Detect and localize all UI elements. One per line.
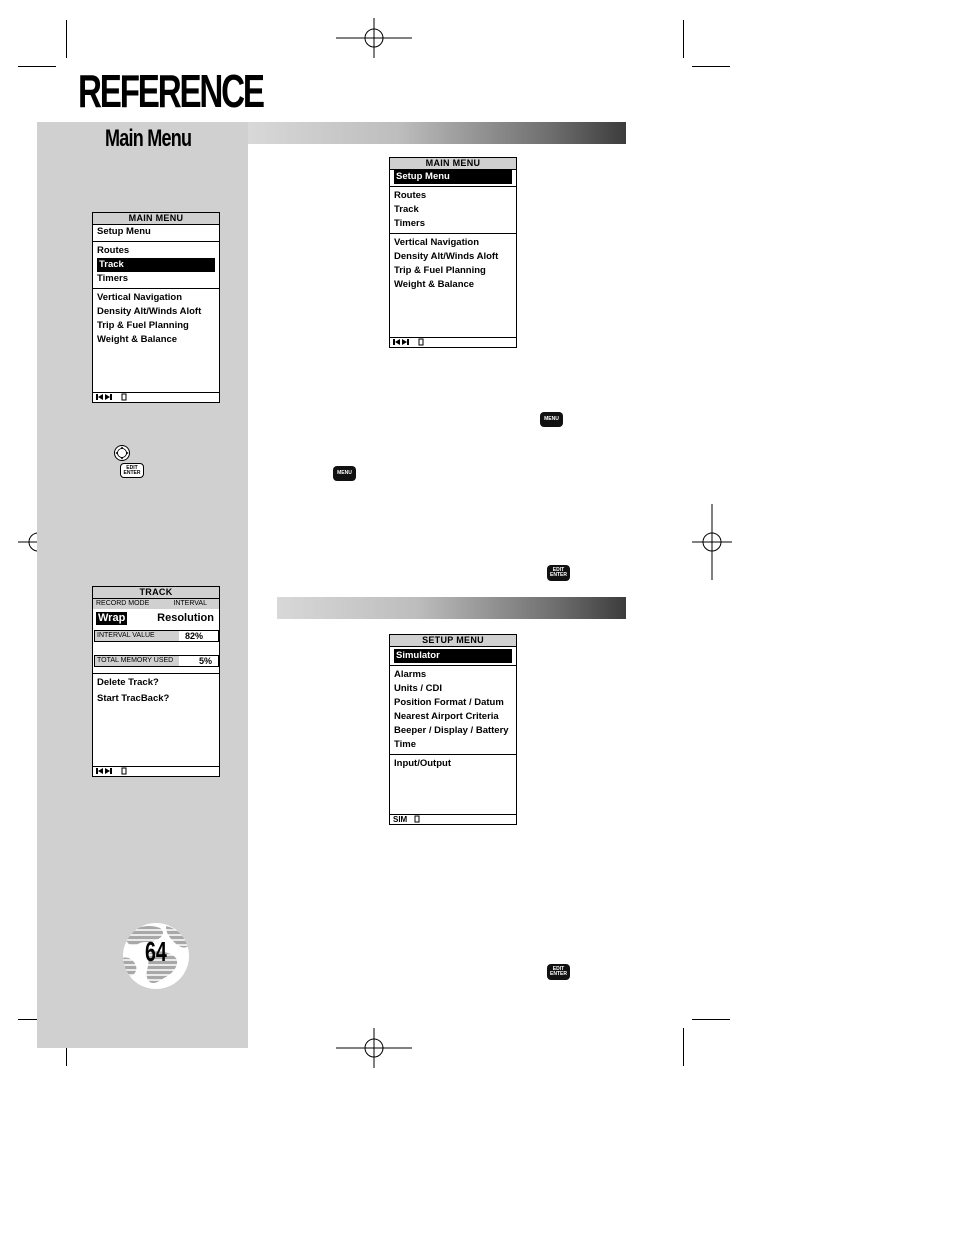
track-labels-row: [93, 599, 219, 609]
menu-item[interactable]: Timers: [394, 218, 425, 229]
menu-button-icon: MENU: [333, 466, 356, 481]
arrow-keypad-icon: [113, 444, 131, 462]
memory-used-label: TOTAL MEMORY USED: [95, 656, 179, 666]
section-title: REFERENCE: [78, 65, 263, 117]
status-icons: [96, 393, 136, 401]
menu-item[interactable]: Routes: [394, 190, 427, 201]
edit-enter-button-icon: [120, 463, 144, 478]
menu-item[interactable]: Setup Menu: [97, 226, 151, 237]
status-bar: [390, 337, 516, 347]
crop-mark: [66, 20, 67, 58]
divider: [390, 186, 516, 187]
interval-value-field: [94, 630, 219, 642]
status-bar: [390, 814, 516, 824]
section-bar: [277, 597, 626, 619]
crop-mark: [692, 66, 730, 67]
menu-button-icon: MENU: [540, 412, 563, 427]
start-tracback-action[interactable]: Start TracBack?: [97, 693, 170, 704]
button-label: EDIT: [552, 567, 565, 573]
button-label: ENTER: [550, 971, 567, 977]
delete-track-action[interactable]: Delete Track?: [97, 677, 159, 688]
screen-title: SETUP MENU: [390, 635, 516, 647]
button-label: ENTER: [123, 470, 141, 476]
registration-target: [336, 1028, 412, 1068]
divider: [93, 288, 219, 289]
status-icons: [393, 338, 433, 346]
divider: [93, 673, 219, 674]
screen-title: MAIN MENU: [93, 213, 219, 225]
memory-used-value: 5%: [199, 656, 213, 666]
record-mode-value[interactable]: Wrap: [98, 612, 126, 624]
interval-type-value[interactable]: Resolution: [157, 612, 214, 624]
sim-indicator: SIM: [393, 815, 408, 824]
menu-item[interactable]: Trip & Fuel Planning: [97, 320, 189, 331]
menu-item[interactable]: Density Alt/Winds Aloft: [97, 306, 202, 317]
memory-used-field: [94, 655, 219, 667]
status-bar: [93, 392, 219, 402]
menu-item[interactable]: Routes: [97, 245, 130, 256]
page-number: 64: [145, 936, 167, 967]
crop-mark: [692, 1019, 730, 1020]
button-label: ENTER: [550, 572, 567, 578]
interval-label: INTERVAL: [173, 600, 207, 607]
crop-mark: [683, 20, 684, 58]
menu-item[interactable]: Nearest Airport Criteria: [394, 711, 499, 722]
interval-value-label: INTERVAL VALUE: [95, 631, 179, 641]
menu-item[interactable]: Units / CDI: [394, 683, 443, 694]
divider: [390, 754, 516, 755]
button-label: EDIT: [126, 465, 138, 471]
registration-target: [336, 18, 412, 58]
status-icons: [96, 767, 136, 775]
crop-mark: [683, 1028, 684, 1066]
main-menu-screen: [389, 157, 517, 348]
menu-item-selected[interactable]: Simulator: [394, 649, 512, 663]
interval-value[interactable]: 82%: [185, 631, 204, 641]
edit-enter-button-icon: [547, 565, 570, 581]
track-values-row: [93, 609, 219, 627]
track-screen: [92, 586, 220, 777]
section-bar: [248, 122, 626, 144]
menu-item-selected[interactable]: Setup Menu: [394, 170, 512, 184]
menu-item[interactable]: Alarms: [394, 669, 427, 680]
divider: [390, 233, 516, 234]
menu-item[interactable]: Position Format / Datum: [394, 697, 504, 708]
battery-icon: [413, 815, 423, 823]
menu-item[interactable]: Beeper / Display / Battery: [394, 725, 509, 736]
menu-item[interactable]: Vertical Navigation: [97, 292, 183, 303]
screen-title: MAIN MENU: [390, 158, 516, 170]
page-subtitle: Main Menu: [105, 125, 192, 152]
record-mode-label: RECORD MODE: [96, 600, 150, 607]
edit-enter-button-icon: [547, 964, 570, 980]
setup-menu-screen: [389, 634, 517, 825]
registration-target: [692, 504, 732, 580]
menu-item[interactable]: Input/Output: [394, 758, 451, 769]
menu-item[interactable]: Weight & Balance: [394, 279, 475, 290]
status-bar: [93, 766, 219, 776]
crop-mark: [18, 66, 56, 67]
menu-item[interactable]: Weight & Balance: [97, 334, 178, 345]
menu-item[interactable]: Time: [394, 739, 417, 750]
menu-item[interactable]: Vertical Navigation: [394, 237, 480, 248]
divider: [390, 665, 516, 666]
button-label: EDIT: [552, 966, 565, 972]
divider: [93, 241, 219, 242]
menu-item[interactable]: Density Alt/Winds Aloft: [394, 251, 499, 262]
menu-item[interactable]: Timers: [97, 273, 128, 284]
menu-item[interactable]: Track: [394, 204, 419, 215]
main-menu-screen-small: [92, 212, 220, 403]
screen-title: TRACK: [93, 587, 219, 599]
menu-item-selected[interactable]: Track: [97, 258, 215, 272]
menu-item[interactable]: Trip & Fuel Planning: [394, 265, 486, 276]
